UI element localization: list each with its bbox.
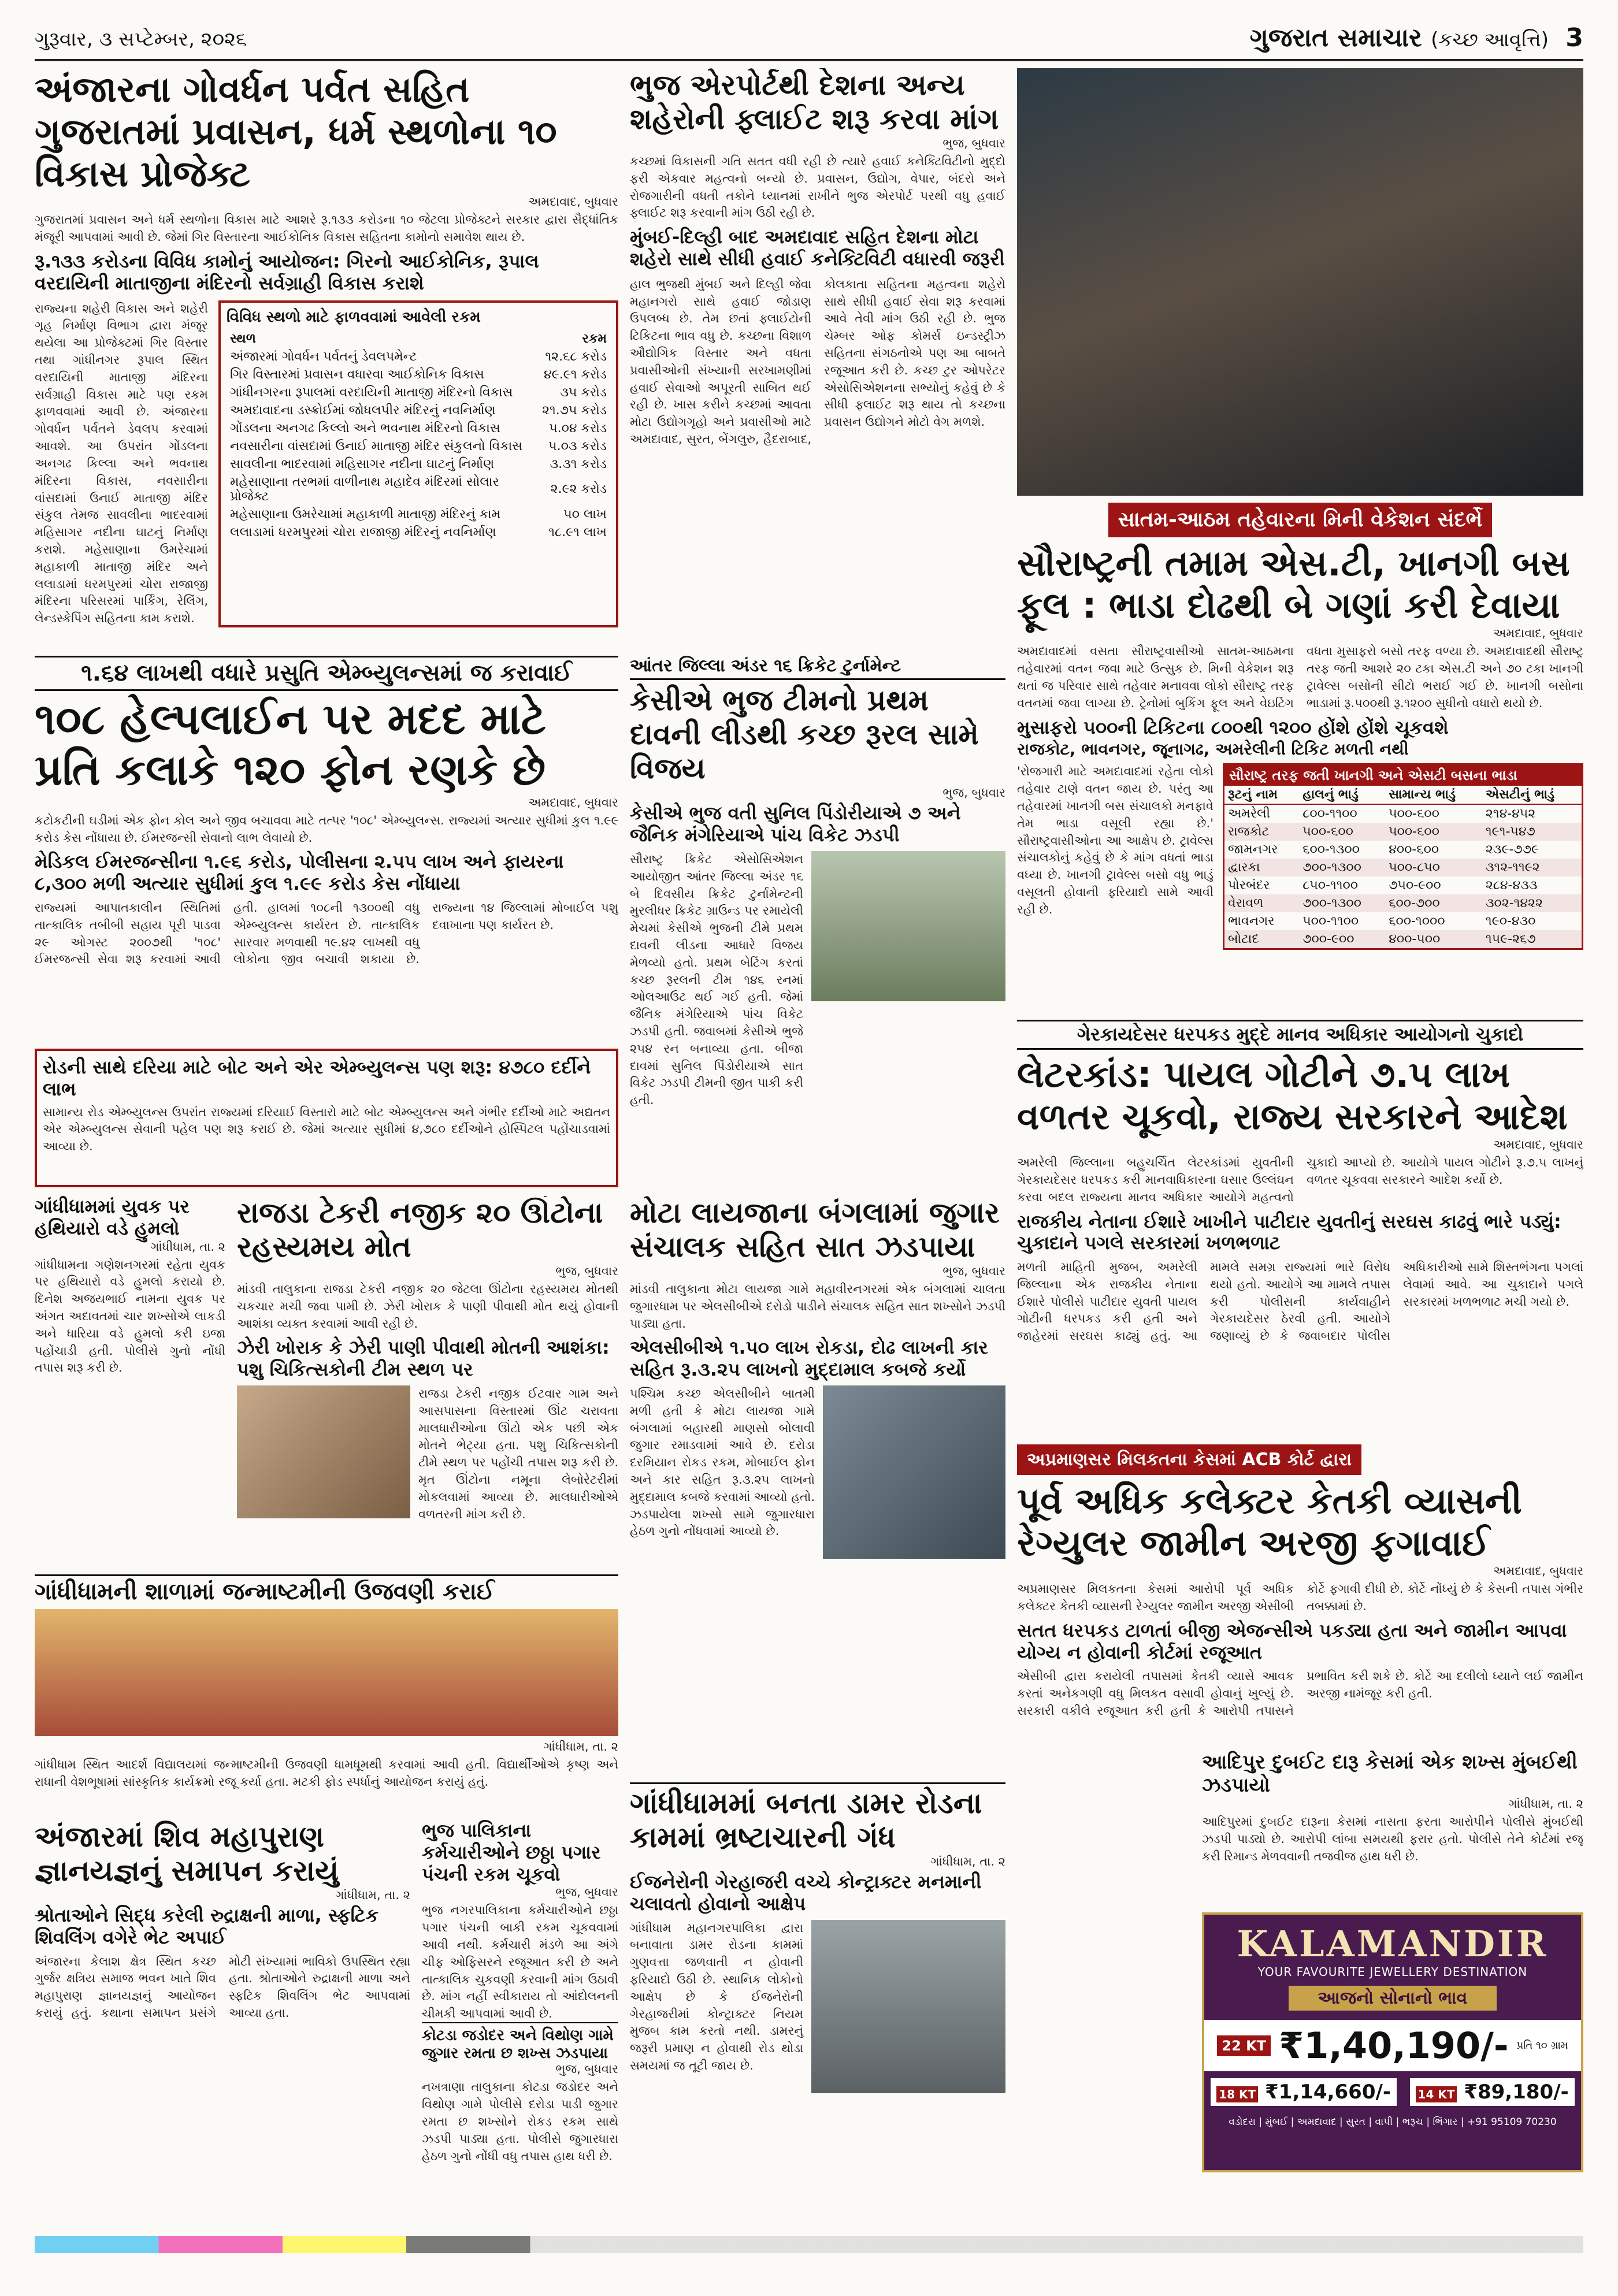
fare-table-cell: ૫૦૦-૬૦૦ bbox=[1385, 823, 1482, 841]
subheadline: કેસીએ ભુજ વતી સુનિલ પિંડોરીયાએ ૭ અને જૈનિક મંગેરિયાએ પાંચ વિકેટ ઝડપી bbox=[630, 802, 961, 846]
table-cell-place: લલાડામાં ધરમપુરમાં ચોરા રાજાજી મંદિરનું નવનિર્માણ bbox=[230, 525, 496, 540]
subheadline: મુસાફરો ૫૦૦ની ટિકિટના ૮૦૦થી ૧૨૦૦ હોંશે હોંશે ચૂકવશે bbox=[1017, 716, 1449, 738]
fare-table-cell: ૪૦૦-૬૦૦ bbox=[1389, 842, 1439, 857]
article-camel-deaths bbox=[237, 1196, 618, 1566]
box-text: સામાન્ય રોડ એમ્બ્યુલન્સ ઉપરાંત રાજ્યમાં દરિયાઈ વિસ્તારો માટે બોટ એમ્બ્યુલન્સ અને ગંભીર દર્દીઓ માટે અદ્યતન એર એમ્બ્યુલન્સ સેવાની પહેલ પણ શરૂ કરાઈ છે. જેમાં અત્યાર સુધીમાં ૪,૭૮૦ દર્દીઓને હોસ્પિટલ પહોંચાડવામાં આવ્યા છે. bbox=[43, 1105, 610, 1154]
ad-14kt-price: ₹89,180/- bbox=[1464, 2080, 1569, 2104]
table-header-place: સ્થળ bbox=[230, 331, 256, 346]
headline: પૂર્વ અધિક કલેક્ટર કેતકી વ્યાસની રેગ્યુલર જામીન અરજી ફગાવાઈ bbox=[1017, 1480, 1522, 1565]
dateline: ગાંધીધામ, તા. ૨ bbox=[1508, 1797, 1583, 1811]
article-bhuj-airport bbox=[630, 68, 1005, 646]
body-text: રાજ્યના શહેરી વિકાસ અને શહેરી ગૃહ નિર્માણ વિભાગ દ્વારા મંજૂર થયેલા આ પ્રોજેક્ટમાં ગિર વિસ્તાર તથા ગાંધીનગર રૂપાલ સ્થિત વરદાયિની માતાજી મંદિરના સર્વગ્રાહી વિકાસ માટે પણ રકમ ફાળવવામાં આવી છે. અંજારના ગોવર્ધન પર્વતને ડેવલપ કરવામાં આવશે. આ ઉપરાંત ગોંડલના અનગઢ કિલ્લા અને ભવનાથ મંદિરના વિકાસ, નવસારીના વાંસદામાં ઉનાઈ માતાજી મંદિર સંકુલ તેમજ સાવલીના ભાદરવામાં મહિસાગર નદીના ઘાટનું નિર્માણ કરાશે. મહેસાણાના ઉમરેચામાં મહાકાળી માતાજી મંદિર અને લલાડામાં ધરમપુરમાં ચોરા રાજાજી મંદિરના પરિસરમાં પાર્કિંગ, રેલિંગ, લેન્ડસ્કેપિંગ સહિતના કામ કરાશે. bbox=[35, 301, 208, 626]
table-row bbox=[227, 523, 610, 541]
fare-table-cell: ૬૦૦-૭૦૦ bbox=[1385, 894, 1482, 912]
table-row bbox=[227, 348, 610, 366]
table-cell-place: સાવલીના ભાદરવામાં મહિસાગર નદીના ઘાટનું નિર્માણ bbox=[230, 456, 495, 471]
table-row bbox=[227, 366, 610, 384]
body-text: આદિપુરમાં દુબઈટ દારૂના કેસમાં નાસતા ફરતા આરોપીને પોલીસે મુંબઈથી ઝડપી પાડ્યો છે. આરોપી લાંબા સમયથી ફરાર હતો. પોલીસે તેને કોર્ટમાં રજૂ કરી રિમાન્ડ મેળવવાની તજવીજ હાથ ધરી છે. bbox=[1202, 1815, 1583, 1863]
lead-text: કટોકટીની ઘડીમાં એક ફોન કોલ અને જીવ બચાવવા માટે તત્પર '૧૦૮' એમ્બ્યુલન્સ. રાજ્યમાં અત્યાર સુધીમાં કુલ ૧.૯૯ કરોડ કેસ નોંધાયા છે. ઈમરજન્સી સેવાનો લાભ લેવાયો છે. bbox=[35, 813, 618, 845]
headline: રાજડા ટેકરી નજીક ૨૦ ઊંટોના રહસ્યમય મોત bbox=[237, 1196, 603, 1264]
headline: ગાંધીધામમાં બનતા ડામર રોડના કામમાં ભ્રષ્ટાચારની ગંધ bbox=[630, 1782, 1005, 1855]
dateline: ગાંધીધામ, તા. ૨ bbox=[335, 1888, 410, 1902]
fare-table-cell: વેરાવળ bbox=[1224, 894, 1299, 912]
fare-table-cell: ૮૦૦-૧૧૦૦ bbox=[1302, 807, 1357, 822]
article-road-corruption bbox=[630, 1782, 1005, 2175]
allocation-table bbox=[227, 330, 610, 541]
headline: અંજારમાં શિવ મહાપુરાણ જ્ઞાનયજ્ઞનું સમાપન કરાયું bbox=[35, 1820, 339, 1888]
body-text: ભુજ નગરપાલિકાના કર્મચારીઓને છઠ્ઠા પગાર પંચની બાકી રકમ ચૂકવવામાં આવી નથી. કર્મચારી મંડળે આ અંગે ચીફ ઓફિસરને રજૂઆત કરી છે અને તાત્કાલિક ચુકવણી કરવાની માંગ ઉઠાવી છે. માંગ નહીં સ્વીકારાય તો આંદોલનની ચીમકી આપવામાં આવી છે. bbox=[422, 1903, 618, 2021]
table-cell-place: ગાંધીનગરના રૂપાલમાં વરદાયિની માતાજી મંદિરનો વિકાસ bbox=[230, 385, 513, 400]
article-ketki-vyas-bail bbox=[1017, 1444, 1583, 1745]
table-cell-place: મહેસાણાના ઉમરેચામાં મહાકાળી માતાજી મંદિરનું કામ bbox=[230, 507, 501, 522]
fare-table-cell: ૨૧૪-૪૫૨ bbox=[1485, 807, 1536, 822]
dateline: ગાંધીધામ, તા. ૨ bbox=[543, 1740, 618, 1754]
subheadline: મુંબઈ-દિલ્હી બાદ અમદાવાદ સહિત દેશના મોટા શહેરો સાથે સીધી હવાઈ કનેક્ટિવિટી વધારવી જરૂરી bbox=[630, 226, 1005, 270]
fare-table-cell: ૧૫૯-૨૬૭ bbox=[1482, 930, 1582, 948]
table-row bbox=[227, 473, 610, 506]
table-row bbox=[227, 437, 610, 455]
ad-price-18kt bbox=[1211, 2078, 1397, 2106]
dateline: ગાંધીધામ, તા. ૨ bbox=[930, 1855, 1005, 1868]
fare-table-box bbox=[1223, 763, 1583, 950]
fare-table-cell: ૧૯૧-૫૪૭ bbox=[1482, 823, 1582, 841]
table-cell-amount: ૧૮.૯૧ લાખ bbox=[548, 525, 607, 540]
cricketers-photo bbox=[811, 851, 1005, 1001]
table-cell-place: અંજારમાં ગોવર્ધન પર્વતનું ડેવલપમેન્ટ bbox=[230, 349, 417, 364]
ad-price-note: પ્રતિ ૧૦ ગ્રામ bbox=[1516, 2039, 1568, 2052]
allocation-table-box bbox=[218, 300, 618, 627]
ad-tagline: YOUR FAVOURITE JEWELLERY DESTINATION bbox=[1257, 1965, 1528, 1979]
lead-text: અમદાવાદમાં વસતા સૌરાષ્ટ્રવાસીઓ સાતમ-આઠમના તહેવારમાં વતન જવા માટે ઉત્સુક છે. મિની વેકેશન શરૂ થતાં જ પરિવાર સાથે તહેવાર મનાવવા લોકો સૌરાષ્ટ્ર તરફ વતનમાં જવા લાગ્યા છે. ટ્રેનોમાં બુકિંગ ફૂલ અને વેઇટિંગ વધતા મુસાફરો બસો તરફ વળ્યા છે. અમદાવાદથી સૌરાષ્ટ્ર તરફ જતી આશરે ૨૦ ટકા એસ.ટી અને ૭૦ ટકા ખાનગી ટ્રાવેલ્સ બસોની સીટો ભરાઈ ગઈ છે. ખાનગી બસોના ભાડામાં રૂ.૫૦૦થી રૂ.૧૨૦૦ સુધીનો વધારો થયો છે. bbox=[1017, 644, 1583, 710]
body-text: 'રોજગારી માટે અમદાવાદમાં રહેતા લોકો તહેવાર ટાણે વતન જાય છે. પરંતુ આ તહેવારમાં ખાનગી બસ સંચાલકો મનફાવે તેમ ભાડા વસૂલી રહ્યા છે.' સૌરાષ્ટ્રવાસીઓના આ આક્ષેપ છે. ટ્રાવેલ્સ સંચાલકોનું કહેવું છે કે માંગ વધતાં ભાડા વધ્યા છે. ખાનગી ટ્રાવેલ્સ બસો વધુ ભાડું વસૂલતી હોવાની ફરિયાદો સામે આવી રહી છે. bbox=[1017, 764, 1214, 916]
dateline: ભુજ, બુધવાર bbox=[942, 136, 1005, 150]
table-title: વિવિધ સ્થળો માટે ફાળવવામાં આવેલી રકમ bbox=[227, 308, 481, 326]
article-108-helpline bbox=[35, 656, 618, 1043]
lead-text: માંડવી તાલુકાના રાજડા ટેકરી નજીક ૨૦ જેટલા ઊંટોના રહસ્યમય મોતથી ચકચાર મચી જવા પામી છે. ઝેરી ખોરાક કે પાણી પીવાથી મોત થયું હોવાની આશંકા વ્યક્ત કરવામાં આવી રહી છે. bbox=[237, 1282, 618, 1331]
article-saurashtra-bus bbox=[1017, 503, 1583, 1011]
fare-table-cell: પોરબંદર bbox=[1228, 878, 1270, 893]
table-cell-amount: ૪૯.૯૧ કરોડ bbox=[544, 367, 607, 382]
headline: આદિપુર દુબઈટ દારૂ કેસમાં એક શખ્સ મુંબઈથી ઝડપાયો bbox=[1202, 1751, 1578, 1797]
fare-table-cell: ભાવનગર bbox=[1228, 914, 1275, 929]
fare-table-row bbox=[1224, 823, 1582, 841]
fare-table-row bbox=[1224, 841, 1582, 859]
fare-table-row bbox=[1224, 912, 1582, 930]
paper-name: ગુજરાત સમાચાર (કચ્છ આવૃત્તિ) bbox=[1249, 23, 1549, 53]
body-text: ગાંધીધામ મહાનગરપાલિકા દ્વારા બનાવાતા ડામર રોડના કામમાં ગુણવત્તા જળવાતી ન હોવાની ફરિયાદો ઉઠી છે. સ્થાનિક લોકોનો આક્ષેપ છે કે ઈજનેરોની ગેરહાજરીમાં કોન્ટ્રાક્ટર નિયમ મુજબ કામ કરતો નથી. ડામરનું જરૂરી પ્રમાણ ન હોવાથી રોડ થોડા સમયમાં જ તૂટી જાય છે. bbox=[630, 1920, 803, 2072]
subheadline: ઝેરી ખોરાક કે ઝેરી પાણી પીવાથી મોતની આશંકા: પશુ ચિકિત્સકોની ટીમ સ્થળ પર bbox=[237, 1336, 610, 1381]
fare-table-cell: રાજકોટ bbox=[1224, 823, 1299, 841]
kicker: આંતર જિલ્લા અંડર ૧૬ ક્રિકેટ ટુર્નામેન્ટ bbox=[630, 656, 1005, 680]
body-text: એસીબી દ્વારા કરાયેલી તપાસમાં કેતકી વ્યાસે આવક કરતાં અનેકગણી વધુ મિલકત વસાવી હોવાનું ખુલ્યું છે. સરકારી વકીલે રજૂઆત કરી હતી કે આરોપી તપાસને પ્રભાવિત કરી શકે છે. કોર્ટે આ દલીલો ધ્યાને લઈ જામીન અરજી નામંજૂર કરી હતી. bbox=[1017, 1669, 1583, 1718]
headline: ભુજ એરપોર્ટથી દેશના અન્ય શહેરોની ફ્લાઈટ શરૂ કરવા માંગ bbox=[630, 68, 999, 136]
table-cell-place: નવસારીના વાંસદામાં ઉનાઈ માતાજી મંદિર સંકુલનો વિકાસ bbox=[230, 439, 523, 454]
ad-price-row bbox=[1204, 2078, 1581, 2106]
fare-table-cell: ૫૦૦-૬૦૦ bbox=[1389, 807, 1439, 822]
table-row bbox=[227, 506, 610, 523]
kicker: સાતમ-આઠમ તહેવારના મિની વેકેશન સંદર્ભે bbox=[1108, 503, 1493, 537]
article-kotda-gambling bbox=[422, 2022, 618, 2172]
body-text: ગાંધીધામના ગણેશનગરમાં રહેતા યુવક પર હથિયારો વડે હુમલો કરાયો છે. દિનેશ અજયભાઈ નામના યુવક પર અંગત અદાવતમાં ચાર શખ્સોએ લાકડી અને ધારિયા વડે હુમલો કરી ઇજા પહોંચાડી હતી. પોલીસે ગુનો નોંધી તપાસ શરૂ કરી છે. bbox=[35, 1257, 225, 1375]
fare-table-cell: અમરેલી bbox=[1228, 807, 1271, 822]
kalamandir-ad bbox=[1202, 1912, 1583, 2172]
issue-date: ગુરૂવાર, ૩ સપ્ટેમ્બર, ૨૦૨૬ bbox=[35, 28, 247, 51]
table-cell-amount: ૫.૦૩ કરોડ bbox=[548, 439, 607, 454]
fare-table-cell: ૫૦૦-૬૦૦ bbox=[1299, 823, 1385, 841]
lead-text: અપ્રમાણસર મિલકતના કેસમાં આરોપી પૂર્વ અધિક કલેક્ટર કેતકી વ્યાસની રેગ્યુલર જામીન અરજી એસીબી કોર્ટે ફગાવી દીધી છે. કોર્ટે નોંધ્યું છે કે કેસની તપાસ ગંભીર તબક્કામાં છે. bbox=[1017, 1582, 1583, 1614]
headline: ૧૦૮ હેલ્પલાઈન પર મદદ માટે પ્રતિ કલાકે ૧૨૦ ફોન રણકે છે bbox=[35, 694, 546, 795]
article-anjar-tourism bbox=[35, 68, 618, 646]
fare-table-cell: ૮૫૦-૧૧૦૦ bbox=[1302, 878, 1359, 893]
subheadline: સતત ધરપકડ ટાળતાં બીજી એજન્સીએ પકડ્યા હતા અને જામીન આપવા યોગ્ય ન હોવાની કોર્ટમાં રજૂઆત bbox=[1017, 1619, 1567, 1663]
fare-table-row bbox=[1224, 930, 1582, 948]
article-letter-scandal bbox=[1017, 1020, 1583, 1436]
ad-footer: વડોદરા | મુંબઈ | અમદાવાદ | સુરત | વાપી | ભરૂચ | ભિંગાર | +91 95109 70230 bbox=[1229, 2116, 1557, 2128]
headline: મોટા લાયજાના બંગલામાં જુગાર સંચાલક સહિત સાત ઝડપાયા bbox=[630, 1196, 1000, 1264]
article-cricket bbox=[630, 656, 1005, 1187]
table-cell-amount: ૩૫ કરોડ bbox=[560, 385, 607, 400]
school-celebration-photo bbox=[35, 1609, 618, 1736]
masthead-rule bbox=[35, 59, 1583, 61]
body-text: નખત્રાણા તાલુકાના કોટડા જડોદર અને વિથોણ ગામે પોલીસે દરોડા પાડી જુગાર રમતા છ શખ્સોને રોકડ રકમ સાથે ઝડપી પાડ્યા હતા. પોલીસે જુગારધારા હેઠળ ગુનો નોંધી વધુ તપાસ હાથ ધરી છે. bbox=[422, 2080, 618, 2163]
dateline: અમદાવાદ, બુધવાર bbox=[1493, 1138, 1583, 1152]
lead-text: માંડવી તાલુકાના મોટા લાયજા ગામે મહાવીરનગરમાં એક બંગલામાં ચાલતા જુગારધામ પર એલસીબીએ દરોડો પાડીને સંચાલક સહિત સાત શખ્સોને ઝડપી પાડ્યા હતા. bbox=[630, 1282, 1005, 1331]
fare-table-row bbox=[1224, 876, 1582, 894]
article-gandhidham-attack bbox=[35, 1196, 225, 1566]
table-row bbox=[227, 384, 610, 402]
print-registration-marks bbox=[35, 2230, 1583, 2259]
ad-14kt-label: 14 KT bbox=[1416, 2086, 1457, 2102]
dateline: અમદાવાદ, બુધવાર bbox=[1493, 626, 1583, 641]
table-cell-place: ગોંડલના અનગઢ કિલ્લો અને ભવનાથ મંદિરનો વિકાસ bbox=[230, 421, 500, 436]
arrested-men-photo bbox=[823, 1385, 1005, 1559]
fare-table-row bbox=[1224, 894, 1582, 912]
box-headline: રોડની સાથે દરિયા માટે બોટ અને એર એમ્બ્યુલન્સ પણ શરૂ: ૪૭૮૦ દર્દીને લાભ bbox=[43, 1056, 591, 1100]
table-cell-amount: ૫.૦૪ કરોડ bbox=[549, 421, 607, 436]
subheadline: શ્રોતાઓને સિદ્ધ કરેલી રુદ્રાક્ષની માળા, સ્ફટિક શિવલિંગ વગેરે ભેટ અપાઈ bbox=[35, 1904, 379, 1948]
fare-table-cell: દ્વારકા bbox=[1224, 859, 1299, 876]
ad-price-22kt bbox=[1204, 2020, 1581, 2071]
fare-table-cell: જામનગર bbox=[1228, 842, 1278, 857]
lead-text: ગુજરાતમાં પ્રવાસન અને ધર્મ સ્થળોના વિકાસ માટે આશરે રૂ.૧૩૩ કરોડના ૧૦ જેટલા પ્રોજેક્ટને સરકાર દ્વારા સૈદ્ધાંતિક મંજૂરી આપવામાં આવી છે. જેમાં ગિર વિસ્તારના આઈકોનિક વિકાસ સહિતના કામોનો સમાવેશ થાય છે. bbox=[35, 213, 618, 244]
ad-22kt-price: ₹1,40,190/- bbox=[1279, 2024, 1509, 2067]
table-cell-amount: ૫૦ લાખ bbox=[563, 507, 607, 522]
ad-18kt-label: 18 KT bbox=[1216, 2086, 1258, 2102]
boat-ambulance-box bbox=[35, 1049, 618, 1187]
masthead bbox=[35, 23, 1583, 58]
body-text: હાલ ભુજથી મુંબઈ અને દિલ્હી જેવા મહાનગરો સાથે હવાઈ જોડાણ ઉપલબ્ધ છે. તેમ છતાં ફ્લાઈટોની ટિકિટના ભાવ વધુ છે. કચ્છના વિશાળ ઔદ્યોગિક વિસ્તાર અને વધતા પ્રવાસીઓની સંખ્યાની સરખામણીમાં હવાઈ સેવાઓ અપૂરતી સાબિત થઈ રહી છે. ખાસ કરીને કચ્છમાં આવતા મોટા ઉદ્યોગગૃહો અને પ્રવાસીઓ માટે અમદાવાદ, સુરત, બેંગલુરુ, હૈદરાબાદ, કોલકાતા સહિતના મહત્વના શહેરો સાથે સીધી હવાઈ સેવા શરૂ કરવામાં આવે તેવી માંગ ઉઠી રહી છે. ભુજ ચેમ્બર ઓફ કોમર્સ ઇન્ડસ્ટ્રીઝ સહિતના સંગઠનોએ પણ આ બાબતે રજૂઆત કરી છે. કચ્છ ટુર ઓપરેટર એસોસિએશનના સભ્યોનું કહેવું છે કે સીધી ફ્લાઈટ શરૂ થાય તો કચ્છના પ્રવાસન ઉદ્યોગને મોટો વેગ મળશે. bbox=[630, 277, 1005, 447]
dateline: અમદાવાદ, બુધવાર bbox=[528, 195, 618, 209]
fare-table-cell: ૩૦૨-૧૪૨૨ bbox=[1482, 894, 1582, 912]
subheadline: રાજકીય નેતાના ઈશારે ખાખીને પાટીદાર યુવતીનું સરઘસ કાઢવું ભારે પડ્યું: ચુકાદાને પગલે સરકારમાં ખળભળાટ bbox=[1017, 1210, 1561, 1254]
kicker: અપ્રમાણસર મિલકતના કેસમાં ACB કોર્ટ દ્વારા bbox=[1017, 1444, 1361, 1475]
body-text: ગાંધીધામ સ્થિત આદર્શ વિદ્યાલયમાં જન્માષ્ટમીની ઉજવણી ધામધૂમથી કરવામાં આવી હતી. વિદ્યાર્થીઓએ કૃષ્ણ અને રાધાની વેશભૂષામાં સાંસ્કૃતિક કાર્યક્રમો રજૂ કર્યા હતા. મટકી ફોડ સ્પર્ધાનું આયોજન કરાયું હતું. bbox=[35, 1758, 618, 1789]
subheadline: એલસીબીએ ૧.૫૦ લાખ રોકડા, દોઢ લાખની કાર સહિત રૂ.૩.૨૫ લાખનો મુદ્દામાલ કબજે કર્યો bbox=[630, 1336, 988, 1381]
subheadline-2: રાજકોટ, ભાવનગર, જૂનાગઢ, અમરેલીની ટિકિટ મળતી નથી bbox=[1017, 740, 1409, 759]
table-row bbox=[227, 455, 610, 473]
dateline: ભુજ, બુધવાર bbox=[942, 786, 1005, 800]
dateline: અમદાવાદ, બુધવાર bbox=[528, 795, 618, 809]
fare-table-cell: ૭૦૦-૧૩૦૦ bbox=[1299, 894, 1385, 912]
fare-table-header: હાલનું ભાડું bbox=[1299, 786, 1385, 804]
fare-table-cell: ૬૦૦-૧૩૦૦ bbox=[1302, 842, 1360, 857]
body-text: પશ્ચિમ કચ્છ એલસીબીને બાતમી મળી હતી કે મોટા લાયજા ગામે બંગલામાં બહારથી માણસો બોલાવી જુગાર રમાડવામાં આવે છે. દરોડા દરમિયાન રોકડ રકમ, મોબાઈલ ફોન અને કાર સહિત રૂ.૩.૨૫ લાખનો મુદ્દામાલ કબજે કરવામાં આવ્યો હતો. ઝડપાયેલા શખ્સો સામે જુગારધારા હેઠળ ગુનો નોંધવામાં આવ્યો છે. bbox=[630, 1386, 815, 1539]
headline: સૌરાષ્ટ્રની તમામ એસ.ટી, ખાનગી બસ ફૂલ : ભાડા દોઢથી બે ગણાં કરી દેવાયા bbox=[1017, 542, 1570, 627]
fare-table-cell: ૭૫૦-૯૦૦ bbox=[1389, 878, 1441, 893]
camels-photo bbox=[237, 1385, 410, 1518]
fare-table-row bbox=[1224, 804, 1582, 823]
headline: લેટરકાંડ: પાયલ ગોટીને ૭.૫ લાખ વળતર ચૂકવો, રાજ્ય સરકારને આદેશ bbox=[1017, 1053, 1568, 1138]
headline: કેસીએ ભુજ ટીમનો પ્રથમ દાવની લીડથી કચ્છ રૂરલ સામે વિજય bbox=[630, 683, 979, 786]
table-cell-place: ગિર વિસ્તારમાં પ્રવાસન વધારવા આઈકોનિક વિકાસ bbox=[230, 367, 484, 382]
headline: ગાંધીધામની શાળામાં જન્માષ્ટમીની ઉજવણી કરાઈ bbox=[35, 1574, 618, 1606]
dateline: ભુજ, બુધવાર bbox=[942, 1264, 1005, 1278]
headline: કોટડા જડોદર અને વિથોણ ગામે જુગાર રમતા છ શખ્સ ઝડપાયા bbox=[422, 2027, 614, 2062]
headline: ગાંધીધામમાં યુવક પર હથિયારો વડે હુમલો bbox=[35, 1196, 190, 1239]
body-text: રાજ્યમાં આપાતકાલીન સ્થિતિમાં તાત્કાલિક તબીબી સહાય પૂરી પાડવા ૨૯ ઓગસ્ટ ૨૦૦૭થી '૧૦૮' ઈમરજન્સી સેવા શરૂ કરવામાં આવી હતી. હાલમાં ૧૦૮ની ૧૩૦૦થી વધુ એમ્બ્યુલન્સ કાર્યરત છે. તાત્કાલિક સારવાર મળવાથી ૧૯.૪૨ લાખથી વધુ લોકોના જીવ બચાવી શકાયા છે. રાજ્યના ૧૪ જિલ્લામાં મોબાઈલ પશુ દવાખાના પણ કાર્યરત છે. bbox=[35, 900, 618, 967]
dateline: ભુજ, બુધવાર bbox=[555, 1264, 618, 1278]
table-cell-amount: ૩.૩૧ કરોડ bbox=[550, 456, 607, 471]
table-row bbox=[227, 419, 610, 437]
fare-table-cell: ૭૦૦-૧૩૦૦ bbox=[1299, 859, 1385, 876]
fare-table-cell: બોટાદ bbox=[1224, 930, 1299, 948]
table-cell-amount: ૧૨.૬૮ કરોડ bbox=[545, 349, 607, 364]
page-number: 3 bbox=[1565, 23, 1583, 53]
lead-text: અમરેલી જિલ્લાના બહુચર્ચિત લેટરકાંડમાં યુવતીની ગેરકાયદેસર ધરપકડ કરી માનવાધિકારના ઘસાર ઉલ્લંઘન કરવા બદલ રાજ્યના માનવ અધિકાર આયોગે મહત્વનો ચુકાદો આપ્યો છે. આયોગે પાયલ ગોટીને રૂ.૭.૫ લાખનું વળતર ચૂકવવા સરકારને આદેશ કર્યો છે. bbox=[1017, 1156, 1583, 1204]
fare-table-cell: ૩૧૨-૧૧૯૨ bbox=[1482, 859, 1582, 876]
fare-table-header: રૂટનું નામ bbox=[1224, 786, 1299, 804]
dateline: ગાંધીધામ, તા. ૨ bbox=[150, 1239, 225, 1254]
article-janmashtami-school bbox=[35, 1574, 618, 1817]
body-text: મળતી માહિતી મુજબ, અમરેલી જિલ્લાના એક રાજકીય નેતાના ઈશારે પોલીસે પાટીદાર યુવતી પાયલ ગોટીની ધરપકડ કરી હતી અને જાહેરમાં સરઘસ કાઢ્યું હતું. આ મામલે સમગ્ર રાજ્યમાં ભારે વિરોધ થયો હતો. આયોગે આ મામલે તપાસ કરી પોલીસની કાર્યવાહીને ગેરકાયદેસર ઠેરવી હતી. આયોગે જણાવ્યું છે કે જવાબદાર પોલીસ અધિકારીઓ સામે શિસ્તભંગના પગલાં લેવામાં આવે. આ ચુકાદાને પગલે સરકારમાં ખળભળાટ મચી ગયો છે. bbox=[1017, 1260, 1583, 1343]
road-photo bbox=[811, 1920, 1005, 2093]
dateline: ભુજ, બુધવાર bbox=[555, 1885, 618, 1900]
kicker: ૧.૬૪ લાખથી વધારે પ્રસુતિ એમ્બ્યુલન્સમાં જ કરાવાઈ bbox=[35, 656, 618, 691]
fare-table-row bbox=[1224, 859, 1582, 876]
subheadline: રૂ.૧૩૩ કરોડના વિવિધ કામોનું આયોજન: ગિરનો આઈકોનિક, રૂપાલ વરદાયિની માતાજીના મંદિરનો સર્વગ્રાહી વિકાસ કરાશે bbox=[35, 250, 539, 294]
fare-table-cell: ૨૩૯-૭૭૯ bbox=[1485, 842, 1539, 857]
article-adipur-liquor bbox=[1202, 1751, 1583, 1907]
subheadline: મેડિકલ ઈમરજન્સીના ૧.૯૬ કરોડ, પોલીસના ૨.૫૫ લાખ અને ફાયરના ૮,૩૦૦ મળી અત્યાર સુધીમાં કુલ ૧.૯૯ કરોડ કેસ નોંધાયા bbox=[35, 850, 564, 895]
fare-table-cell: ૧૯૦-૪૩૦ bbox=[1485, 914, 1536, 929]
headline: અંજારના ગોવર્ધન પર્વત સહિત ગુજરાતમાં પ્રવાસન, ધર્મ સ્થળોના ૧૦ વિકાસ પ્રોજેક્ટ bbox=[35, 68, 557, 195]
kicker: ગેરકાયદેસર ધરપકડ મુદ્દે માનવ અધિકાર આયોગનો ચુકાદો bbox=[1017, 1020, 1583, 1050]
table-cell-amount: ૨૧.૭૫ કરોડ bbox=[542, 403, 607, 418]
fare-table-cell: ૬૦૦-૧૦૦૦ bbox=[1389, 914, 1445, 929]
fare-table-cell: ૪૦૦-૫૦૦ bbox=[1385, 930, 1482, 948]
body-text: અંજારના કેલાશ ક્ષેત્ર સ્થિત કચ્છ ગુર્જર ક્ષત્રિય સમાજ ભવન ખાતે શિવ મહાપુરાણ જ્ઞાનયજ્ઞનું આયોજન કરાયું હતું. કથાના સમાપન પ્રસંગે મોટી સંખ્યામાં ભાવિકો ઉપસ્થિત રહ્યા હતા. શ્રોતાઓને રુદ્રાક્ષની માળા અને સ્ફટિક શિવલિંગ ભેટ આપવામાં આવ્યા હતા. bbox=[35, 1954, 410, 2020]
ad-brand: KALAMANDIR bbox=[1237, 1923, 1549, 1965]
ad-heading: આજનો સોનાનો ભાવ bbox=[1289, 1986, 1497, 2011]
subheadline: ઈજનેરોની ગેરહાજરી વચ્ચે કોન્ટ્રાક્ટર મનમાની ચલાવતો હોવાનો આક્ષેપ bbox=[630, 1871, 982, 1915]
body-text: સૌરાષ્ટ્ર ક્રિકેટ એસોસિએશન આયોજીત આંતર જિલ્લા અંડર ૧૬ બે દિવસીય ક્રિકેટ ટુર્નામેન્ટની મુરલીધર ક્રિકેટ ગ્રાઉન્ડ પર રમાયેલી મેચમાં કેસીએ ભુજની ટીમે પ્રથમ દાવની લીડના આધારે વિજય મેળવ્યો હતો. પ્રથમ બેટિંગ કરતાં કચ્છ રૂરલની ટીમ ૧૪૬ રનમાં ઓલઆઉટ થઈ ગઈ હતી. જેમાં જૈનિક મંગેરિયાએ પાંચ વિકેટ ઝડપી હતી. જવાબમાં કેસીએ ભુજે ૨૫૪ રન બનાવ્યા હતા. બીજા દાવમાં સુનિલ પિંડોરીયાએ સાત વિકેટ ઝડપી ટીમની જીત પાકી કરી હતી. bbox=[630, 852, 803, 1108]
headline: ભુજ પાલિકાના કર્મચારીઓને છઠ્ઠા પગાર પંચની રકમ ચૂકવો bbox=[422, 1820, 601, 1885]
article-shiv-mahapuran bbox=[35, 1820, 410, 2167]
dateline: અમદાવાદ, બુધવાર bbox=[1493, 1564, 1583, 1578]
ad-18kt-price: ₹1,14,660/- bbox=[1265, 2080, 1391, 2104]
table-cell-place: મહેસાણાના તરભમાં વાળીનાથ મહાદેવ મંદિરમાં સોલાર પ્રોજેક્ટ bbox=[230, 474, 499, 504]
fare-table-cell: ૭૦૦-૯૦૦ bbox=[1299, 930, 1385, 948]
crowd-bus-station-photo bbox=[1017, 68, 1583, 496]
fare-table-title: સૌરાષ્ટ્ર તરફ જતી ખાનગી અને એસટી બસના ભાડા bbox=[1224, 765, 1582, 786]
fare-table-header: એસટીનું ભાડું bbox=[1482, 786, 1582, 804]
ad-22kt-label: 22 KT bbox=[1217, 2035, 1271, 2056]
article-moti-layja-gambling bbox=[630, 1196, 1005, 1774]
table-cell-place: અમદાવાદના ડસ્ક્રોઈમાં જોધલપીર મંદિરનું નવનિર્માણ bbox=[230, 403, 496, 418]
table-cell-amount: ૨.૯૨ કરોડ bbox=[550, 482, 607, 497]
table-row bbox=[227, 402, 610, 419]
fare-table-header: સામાન્ય ભાડું bbox=[1385, 786, 1482, 804]
dateline: ભુજ, બુધવાર bbox=[555, 2062, 618, 2076]
table-header-amount: રકમ bbox=[582, 331, 607, 346]
ad-price-14kt bbox=[1410, 2078, 1575, 2106]
fare-table-cell: ૨૮૪-૪૩૩ bbox=[1485, 878, 1538, 893]
lead-text: કચ્છમાં વિકાસની ગતિ સતત વધી રહી છે ત્યારે હવાઈ કનેક્ટિવિટીનો મુદ્દો ફરી એકવાર મહત્વનો બન્યો છે. પ્રવાસન, ઉદ્યોગ, વેપાર, બંદરો અને રોજગારીની વધતી તકોને ધ્યાનમાં રાખીને ભુજ એરપોર્ટ પરથી વધુ હવાઈ ફ્લાઈટ શરૂ કરવાની માંગ ઉઠી રહી છે. bbox=[630, 154, 1005, 220]
fare-table-cell: ૫૦૦-૮૫૦ bbox=[1385, 859, 1482, 876]
fare-table bbox=[1224, 786, 1582, 948]
body-text: રાજડા ટેકરી નજીક ઈટવાર ગામ અને આસપાસના વિસ્તારમાં ઊંટ ચરાવતા માલધારીઓના ઊંટો એક પછી એક મોતને ભેટ્યા હતા. પશુ ચિકિત્સકોની ટીમે સ્થળ પર પહોંચી તપાસ શરૂ કરી છે. મૃત ઊંટોના નમૂના લેબોરેટરીમાં મોકલવામાં આવ્યા છે. માલધારીઓએ વળતરની માંગ કરી છે. bbox=[418, 1386, 618, 1521]
fare-table-cell: ૫૦૦-૧૧૦૦ bbox=[1302, 914, 1359, 929]
